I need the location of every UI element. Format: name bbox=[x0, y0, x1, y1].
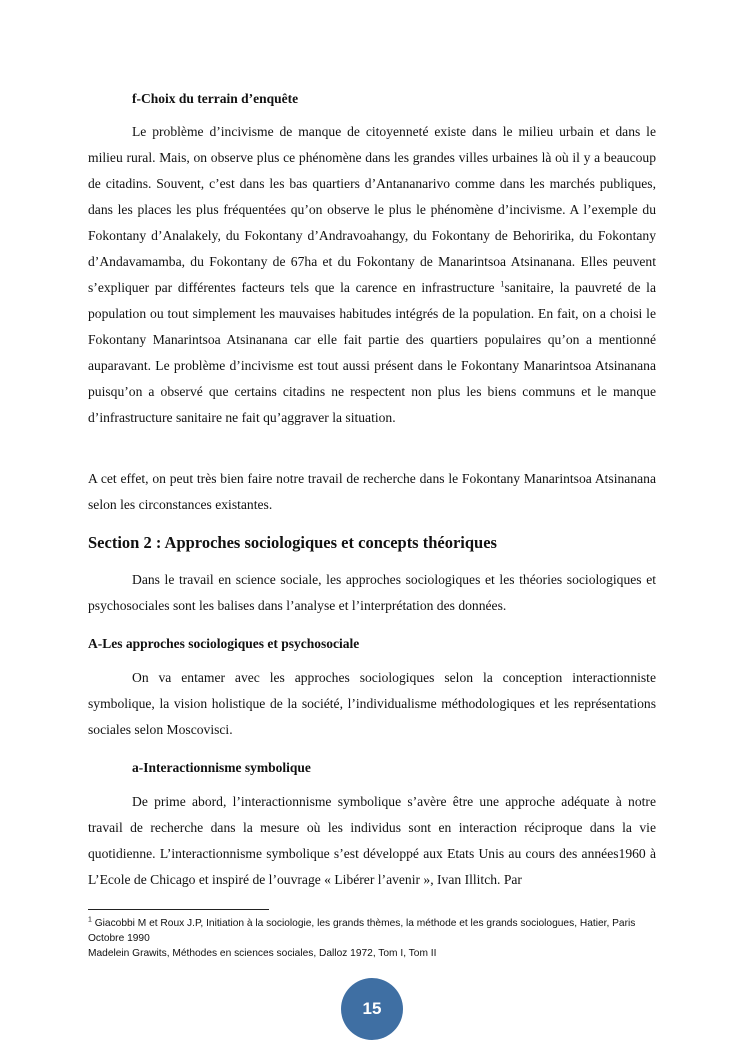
paragraph-incivisme-text-2: sanitaire, la pauvreté de la population ou tout simplement les mauvaises habitudes intégrés de la population. En fait, on a choisi le Fokontany Manarintsoa Atsinanana car elle fait partie des quartiers populaires qu’on a mentionné auparavant. Le problème d’incivisme est tout aussi présent dans le Fokontany Manarintsoa Atsinanana puisqu’on a observé que certains citadins ne respectent non plus les biens communs et le manque d’infrastructure sanitaire ne fait qu’aggraver la situation. bbox=[88, 280, 656, 425]
footnote-1-number: 1 bbox=[88, 916, 92, 924]
footnote-separator bbox=[88, 909, 269, 910]
paragraph-cet-effet: A cet effet, on peut très bien faire notre travail de recherche dans le Fokontany Manarintsoa Atsinanana selon les circonstances existantes. bbox=[88, 471, 656, 512]
footnote-1 bbox=[88, 916, 658, 946]
paragraph-incivisme bbox=[88, 119, 656, 431]
footnote-2: Madelein Grawits, Méthodes en sciences sociales, Dalloz 1972, Tom I, Tom II bbox=[88, 948, 437, 959]
section-2-title: Section 2 : Approches sociologiques et concepts théoriques bbox=[88, 533, 497, 552]
footnotes bbox=[88, 916, 658, 961]
paragraph-prime-abord: De prime abord, l’interactionnisme symbolique s’avère être une approche adéquate à notre travail de recherche dans la mesure où les individus sont en interaction réciproque dans la vie quotidienne. L’interactionnisme symbolique s’est développé aux Etats Unis au cours des années1960 à L’Ecole de Chicago et inspiré de l’ouvrage « Libérer l’avenir », Ivan Illitch. Par bbox=[88, 794, 656, 887]
footnote-ref-1[interactable]: 1 bbox=[500, 278, 505, 289]
page-number-badge: 15 bbox=[341, 978, 403, 1040]
paragraph-incivisme-text-1: Le problème d’incivisme de manque de citoyenneté existe dans le milieu urbain et dans le milieu rural. Mais, on observe plus ce phénomène dans les grandes villes urbaines là où il y a beaucoup de citadins. Souvent, c’est dans les bas quartiers d’Antananarivo comme dans les marchés publiques, dans les places les plus fréquentées qu’on observe le plus le phénomène d’incivisme. A l’exemple du Fokontany d’Analakely, du Fokontany d’Andravoahangy, du Fokontany de Behoririka, du Fokontany d’Andavamamba, du Fokontany de 67ha et du Fokontany de Manarintsoa Atsinanana. Elles peuvent s’expliquer par différentes facteurs tels que la carence en infrastructure bbox=[88, 124, 656, 295]
subtitle-approches: A-Les approches sociologiques et psychosociale bbox=[88, 636, 360, 651]
heading-choix-terrain: f-Choix du terrain d’enquête bbox=[132, 91, 299, 106]
heading-interactionnisme: a-Interactionnisme symbolique bbox=[132, 760, 311, 775]
paragraph-science-sociale: Dans le travail en science sociale, les approches sociologiques et les théories sociologiques et psychosociales sont les balises dans l’analyse et l’interprétation des données. bbox=[88, 572, 656, 613]
footnote-1-text: Giacobbi M et Roux J.P, Initiation à la sociologie, les grands thèmes, la méthode et les grands sociologues, Hatier, Paris Octobre 1990 bbox=[88, 918, 636, 944]
paragraph-entamer: On va entamer avec les approches sociologiques selon la conception interactionniste symbolique, la vision holistique de la société, l’individualisme méthodologiques et les représentations sociales selon Moscovisci. bbox=[88, 670, 656, 737]
